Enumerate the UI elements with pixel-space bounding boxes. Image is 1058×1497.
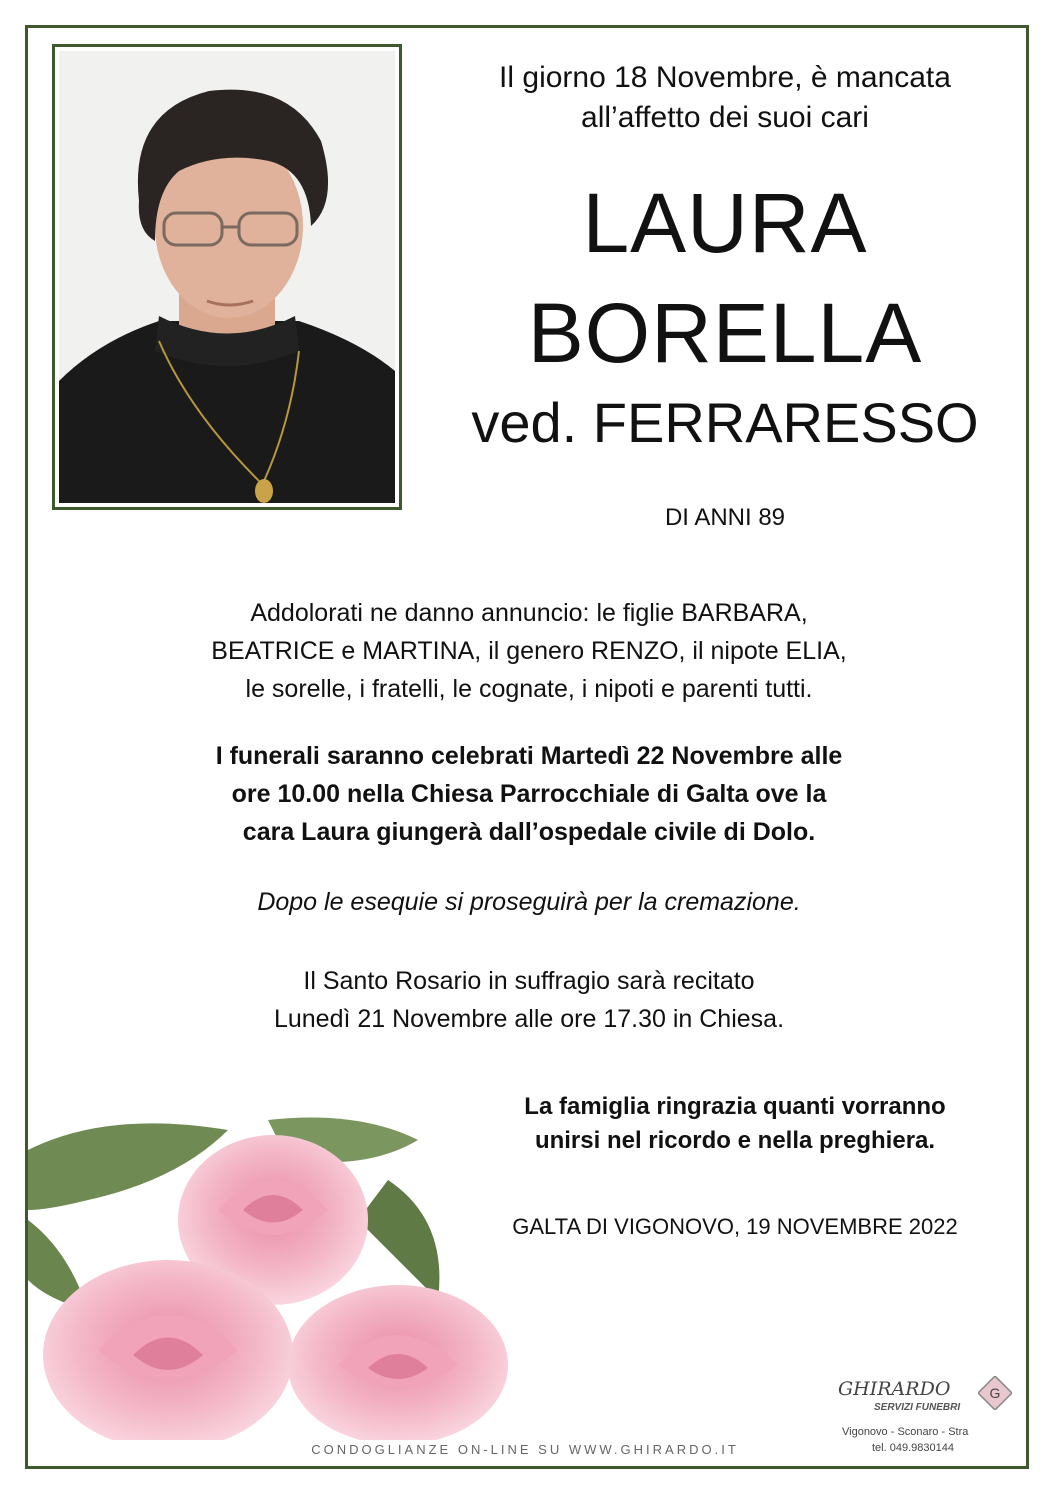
intro-line: Il giorno 18 Novembre, è mancata <box>499 61 951 94</box>
portrait-photo <box>52 44 402 510</box>
portrait-image <box>59 51 395 503</box>
intro-line: all’affetto dei suoi cari <box>581 101 869 134</box>
announcement <box>100 594 958 708</box>
logo-badge-icon <box>978 1376 1012 1410</box>
deceased-age: DI ANNI 89 <box>664 504 786 531</box>
deceased-widow-of: ved. FERRARESSO <box>471 391 979 454</box>
funeral-line: cara Laura giungerà dall’ospedale civile di Dolo. <box>242 818 816 846</box>
logo-towns: Vigonovo - Sconaro - Stra <box>842 1426 969 1438</box>
announcement-line: BEATRICE e MARTINA, il genero RENZO, il nipote ELIA, <box>211 637 847 665</box>
deceased-first-name: LAURA <box>582 176 868 270</box>
logo-badge-letter: G <box>989 1385 1001 1401</box>
funeral-home-logo <box>832 1372 1022 1462</box>
announcement-line: Addolorati ne danno annuncio: le figlie BARBARA, <box>250 599 808 627</box>
funeral-details <box>100 737 958 851</box>
rosary-line: Il Santo Rosario in suffragio sarà recitato <box>303 967 755 995</box>
logo-subtitle: SERVIZI FUNEBRI <box>874 1402 961 1413</box>
thanks-line: unirsi nel ricordo e nella preghiera. <box>534 1127 936 1154</box>
intro-text <box>430 58 1020 138</box>
funeral-line: ore 10.00 nella Chiesa Parrocchiale di Galta ove la <box>231 780 827 808</box>
thanks-line: La famiglia ringrazia quanti vorranno <box>524 1093 946 1120</box>
funeral-line: I funerali saranno celebrati Martedì 22 Novembre alle <box>215 742 843 770</box>
logo-name: GHIRARDO <box>838 1378 951 1400</box>
cremation-note: Dopo le esequie si proseguirà per la cremazione. <box>257 888 801 916</box>
roses-image <box>28 1110 568 1440</box>
website-link[interactable]: CONDOGLIANZE ON-LINE SU WWW.GHIRARDO.IT <box>311 1442 739 1457</box>
place-date: GALTA DI VIGONOVO, 19 NOVEMBRE 2022 <box>512 1214 958 1239</box>
rosary-details <box>100 962 958 1038</box>
rosary-line: Lunedì 21 Novembre alle ore 17.30 in Chiesa. <box>273 1005 785 1033</box>
deceased-last-name: BORELLA <box>527 286 923 380</box>
logo-phone: tel. 049.9830144 <box>872 1442 954 1454</box>
announcement-line: le sorelle, i fratelli, le cognate, i nipoti e parenti tutti. <box>245 675 813 703</box>
